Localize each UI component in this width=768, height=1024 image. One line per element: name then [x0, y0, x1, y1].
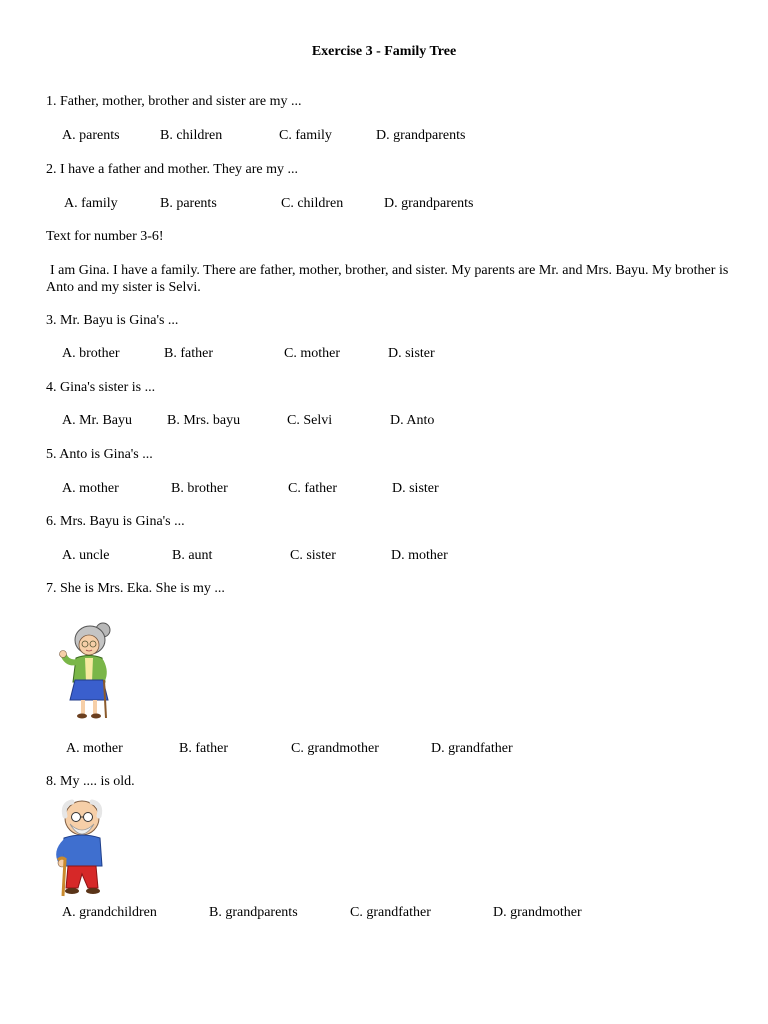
- q3-option-b: B. father: [164, 346, 213, 361]
- question-1: 1. Father, mother, brother and sister are my ...: [46, 94, 302, 109]
- q8-option-b: B. grandparents: [209, 905, 298, 920]
- question-7: 7. She is Mrs. Eka. She is my ...: [46, 581, 225, 596]
- q5-option-b: B. brother: [171, 481, 228, 496]
- q1-option-a: A. parents: [62, 128, 120, 143]
- q2-option-a: A. family: [64, 196, 118, 211]
- q4-option-b: B. Mrs. bayu: [167, 413, 241, 428]
- q6-option-d: D. mother: [391, 548, 448, 563]
- page-title: Exercise 3 - Family Tree: [311, 44, 457, 59]
- q8-option-c: C. grandfather: [350, 905, 431, 920]
- q4-option-a: A. Mr. Bayu: [62, 413, 132, 428]
- q8-option-d: D. grandmother: [493, 905, 582, 920]
- q4-option-c: C. Selvi: [287, 413, 333, 428]
- q5-option-c: C. father: [288, 481, 337, 496]
- question-3: 3. Mr. Bayu is Gina's ...: [46, 313, 179, 328]
- q3-option-c: C. mother: [284, 346, 340, 361]
- q7-option-c: C. grandmother: [291, 741, 379, 756]
- grandmother-illustration: [56, 620, 122, 720]
- q2-option-d: D. grandparents: [384, 196, 474, 211]
- q2-option-b: B. parents: [160, 196, 217, 211]
- q7-option-d: D. grandfather: [431, 741, 513, 756]
- q1-option-d: D. grandparents: [376, 128, 466, 143]
- q4-option-d: D. Anto: [390, 413, 435, 428]
- question-4: 4. Gina's sister is ...: [46, 380, 156, 395]
- reading-text: I am Gina. I have a family. There are father, mother, brother, and sister. My parents are Mr. and Mrs. Bayu. My brother is Anto and my sister is Selvi.: [46, 263, 729, 295]
- q7-option-b: B. father: [179, 741, 228, 756]
- q5-option-d: D. sister: [392, 481, 439, 496]
- q6-option-c: C. sister: [290, 548, 336, 563]
- question-6: 6. Mrs. Bayu is Gina's ...: [46, 514, 185, 529]
- q3-option-a: A. brother: [62, 346, 120, 361]
- q6-option-b: B. aunt: [172, 548, 213, 563]
- q7-option-a: A. mother: [66, 741, 123, 756]
- q1-option-b: B. children: [160, 128, 223, 143]
- q1-option-c: C. family: [279, 128, 332, 143]
- grandfather-illustration: [48, 796, 120, 898]
- q5-option-a: A. mother: [62, 481, 119, 496]
- q2-option-c: C. children: [281, 196, 344, 211]
- q8-option-a: A. grandchildren: [62, 905, 157, 920]
- reading-heading: Text for number 3-6!: [46, 229, 164, 244]
- q6-option-a: A. uncle: [62, 548, 110, 563]
- q3-option-d: D. sister: [388, 346, 435, 361]
- question-5: 5. Anto is Gina's ...: [46, 447, 153, 462]
- question-8: 8. My .... is old.: [46, 774, 135, 789]
- question-2: 2. I have a father and mother. They are my ...: [46, 162, 299, 177]
